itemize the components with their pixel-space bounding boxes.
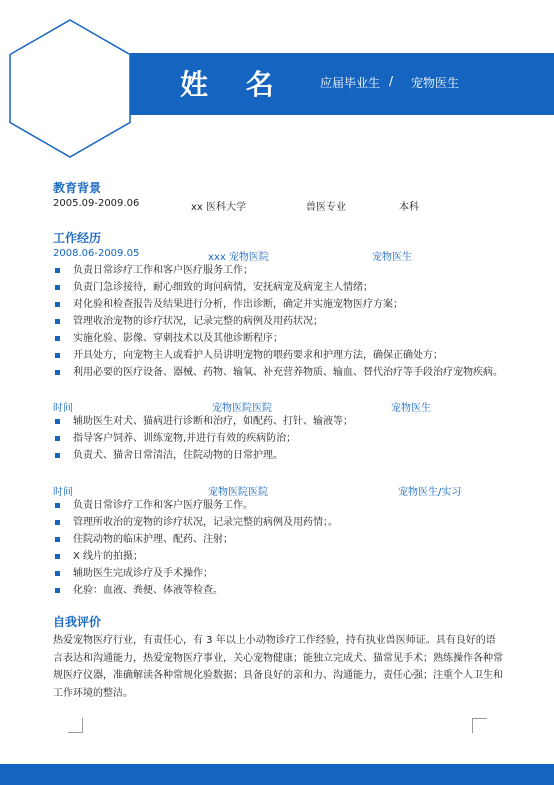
name-title: 姓 名 [180, 68, 288, 101]
section-title-self-evaluation: 自我评价 [53, 615, 102, 629]
list-item: 辅助医生对犬、猫病进行诊断和治疗，如配药、打针、输液等； [53, 413, 353, 430]
list-item: 开具处方，向宠物主人或看护人员讲明宠物的喂药要求和护理方法，确保正确处方； [53, 347, 503, 364]
list-item: 实施化验、影像、穿刺技术以及其他诊断程序； [53, 330, 503, 347]
job2-org: 宠物医院医院 [212, 403, 272, 414]
hexagon-photo-frame [9, 19, 131, 158]
self-evaluation-text: 热爱宠物医疗行业，有责任心，有 3 年以上小动物诊疗工作经验，持有执业兽医师证。具有良好的语言表达和沟通能力，热爱宠物医疗事业，关心宠物健康；能独立完成犬、猫常见手术；熟练操作各种常规医疗仪器，准确解读各种常规化验数据；具备良好的亲和力、沟通能力，责任心强；注重个人卫生和工作环境的整洁。 [53, 635, 503, 699]
job1-org: xxx 宠物医院 [208, 252, 269, 263]
list-item: 化验：血液、粪便、体液等检查。 [53, 582, 338, 599]
job2-position: 宠物医生 [391, 403, 431, 414]
section-title-education: 教育背景 [53, 181, 102, 195]
education-major: 兽医专业 [306, 202, 346, 213]
job1-duties [53, 262, 503, 381]
job3-org: 宠物医院医院 [208, 487, 268, 498]
role-graduate: 应届毕业生 [320, 76, 381, 90]
list-item: X 线片的拍摄； [53, 548, 338, 565]
job3-duties [53, 497, 338, 599]
job2-period: 时间 [53, 403, 73, 414]
job1-position: 宠物医生 [372, 252, 412, 263]
list-item: 住院动物的临床护理、配药、注射； [53, 531, 338, 548]
education-degree: 本科 [399, 202, 419, 213]
job3-period: 时间 [53, 487, 73, 498]
list-item: 管理收治宠物的诊疗状况，记录完整的病例及用药状况； [53, 313, 503, 330]
corner-mark-left [68, 718, 83, 733]
job3-position: 宠物医生/实习 [398, 487, 462, 498]
list-item: 负责犬、猫舍日常清洁，住院动物的日常护理。 [53, 447, 353, 464]
section-title-work: 工作经历 [53, 231, 102, 245]
list-item: 负责日常诊疗工作和客户医疗服务工作。 [53, 497, 338, 514]
job2-duties [53, 413, 353, 464]
list-item: 辅助医生完成诊疗及手术操作； [53, 565, 338, 582]
corner-mark-right [472, 718, 487, 733]
list-item: 指导客户饲养、训练宠物,并进行有效的疾病防治； [53, 430, 353, 447]
footer-band [0, 764, 554, 785]
job1-period: 2008.06-2009.05 [53, 248, 140, 259]
list-item: 管理所收治的宠物的诊疗状况，记录完整的病例及用药情；。 [53, 514, 338, 531]
list-item: 利用必要的医疗设备、器械、药物、输氧、补充营养物质、输血、替代治疗等手段治疗宠物疾病。 [53, 364, 503, 381]
list-item: 对化验和检查报告及结果进行分析，作出诊断，确定并实施宠物医疗方案； [53, 296, 503, 313]
role-separator: / [389, 74, 394, 88]
education-period: 2005.09-2009.06 [53, 198, 140, 209]
role-pet-doctor: 宠物医生 [411, 76, 460, 90]
education-school: xx 医科大学 [191, 202, 247, 213]
list-item: 负责门急诊接待，耐心细致的询问病情，安抚病宠及病宠主人情绪； [53, 279, 503, 296]
list-item: 负责日常诊疗工作和客户医疗服务工作； [53, 262, 503, 279]
